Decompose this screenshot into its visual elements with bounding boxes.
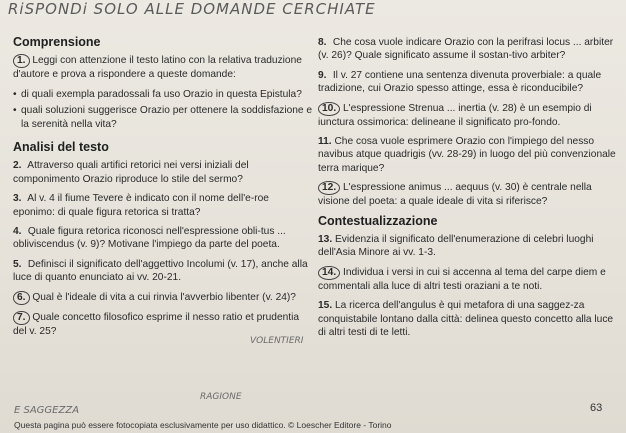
- left-column: [13, 36, 313, 344]
- question-text: L'espressione Strenua ... inertia (v. 28) è un esempio di iunctura ossimorica: delineane il significato pro-fondo.: [318, 102, 592, 128]
- question-number: 4.: [13, 226, 22, 238]
- question-text: Individua i versi in cui si accenna al tema del carpe diem e commentali alla luce di altri testi oraziani a te noti.: [318, 266, 606, 292]
- page-number: 63: [590, 402, 603, 414]
- question-number-circled: 1.: [13, 54, 30, 68]
- question-text: Evidenzia il significato dell'enumerazione di celebri luoghi dell'Asia Minore ai vv. 1-3.: [318, 234, 594, 259]
- question-text: Che cosa vuole indicare Orazio con la perifrasi locus ... arbiter (v. 26)? Quale significato assume il sostan-tivo arbiter?: [318, 37, 614, 62]
- question-7: [13, 311, 313, 338]
- question-number: 15.: [318, 300, 333, 312]
- question-number: 11.: [318, 136, 332, 148]
- question-1: [13, 54, 313, 81]
- question-text: Qual è l'ideale di vita a cui rinvia l'avverbio libenter (v. 24)?: [32, 291, 296, 303]
- question-text: Al v. 4 il fiume Tevere è indicato con il nome dell'e-roe eponimo: di quale figura retorica si tratta?: [13, 193, 269, 218]
- question-text: Leggi con attenzione il testo latino con la relativa traduzione d'autore e prova a rispondere a queste domande:: [13, 55, 302, 81]
- question-number-circled: 6.: [13, 291, 30, 305]
- question-number: 9.: [318, 69, 327, 81]
- question-number: 8.: [318, 37, 327, 48]
- question-13: [318, 233, 618, 260]
- question-number: 2.: [13, 160, 22, 172]
- question-2: [13, 159, 313, 186]
- question-8: [318, 36, 618, 63]
- copyright-footer: Questa pagina può essere fotocopiata esclusivamente per uso didattico. © Loescher Editore - Torino: [14, 420, 392, 430]
- section-title-analisi: Analisi del testo: [13, 140, 109, 155]
- handwritten-margin-note: E SAGGEZZA: [14, 405, 80, 416]
- question-6: [13, 291, 313, 305]
- question-text: L'espressione animus ... aequus (v. 30) è centrale nella visione del poeta: a quale ideale di vita si riferisce?: [318, 182, 592, 208]
- question-number-circled: 14.: [318, 266, 340, 280]
- question-11: [318, 135, 618, 175]
- question-number: 3.: [13, 193, 22, 205]
- question-text: Attraverso quali artifici retorici nei versi iniziali del componimento Orazio riproduce lo stile del sermo?: [13, 160, 249, 185]
- handwritten-instruction: RiSPONDi SOLO ALLE DOMANDE CERCHIATE: [8, 0, 376, 18]
- question-text: Quale figura retorica riconosci nell'espressione obli-tus ... obliviscendus (v. 9)? Motivane l'impiego da parte del poeta.: [13, 226, 286, 251]
- question-number-circled: 7.: [13, 311, 30, 325]
- question-text: Quale concetto filosofico esprime il nesso ratio et prudentia del v. 25?: [13, 311, 300, 337]
- handwritten-margin-note: VOLENTIERI: [250, 336, 304, 346]
- question-number-circled: 12.: [318, 181, 340, 195]
- bullet-item: • quali soluzioni suggerisce Orazio per ottenere la soddisfazione e la serenità nella vita?: [13, 104, 313, 131]
- question-3: [13, 192, 313, 219]
- bullet-item: • di quali exempla paradossali fa uso Orazio in questa Epistula?: [13, 88, 313, 101]
- question-text: Definisci il significato dell'aggettivo Incolumi (v. 17), anche alla luce di quanto enunciato ai vv. 20-21.: [13, 258, 308, 284]
- question-4: [13, 225, 313, 252]
- question-10: [318, 102, 618, 129]
- question-14: [318, 266, 618, 293]
- question-text: Che cosa vuole esprimere Orazio con l'impiego del nesso navibus atque quadrigis (vv. 28-29) in luogo del più convenzionale terra marique?: [318, 136, 616, 174]
- question-text: Il v. 27 contiene una sentenza divenuta proverbiale: a quale tradizione, cui Orazio spesso attinge, essa è riconducibile?: [318, 69, 602, 95]
- question-12: [318, 181, 618, 208]
- right-column: [318, 36, 618, 346]
- handwritten-margin-note: RAGIONE: [200, 392, 242, 402]
- question-15: [318, 299, 618, 339]
- question-number: 5.: [13, 258, 22, 270]
- question-9: [318, 69, 618, 96]
- question-5: [13, 258, 313, 285]
- question-number-circled: 10.: [318, 102, 340, 116]
- question-text: La ricerca dell'angulus è qui metafora di una saggez-za conquistabile lontano dalla città: delinea questo concetto alla luce di altri testi di te letti.: [318, 300, 614, 339]
- section-title-comprensione: Comprensione: [13, 35, 101, 49]
- section-title-contestualizzazione: Contestualizzazione: [318, 213, 438, 228]
- question-number: 13.: [318, 234, 333, 246]
